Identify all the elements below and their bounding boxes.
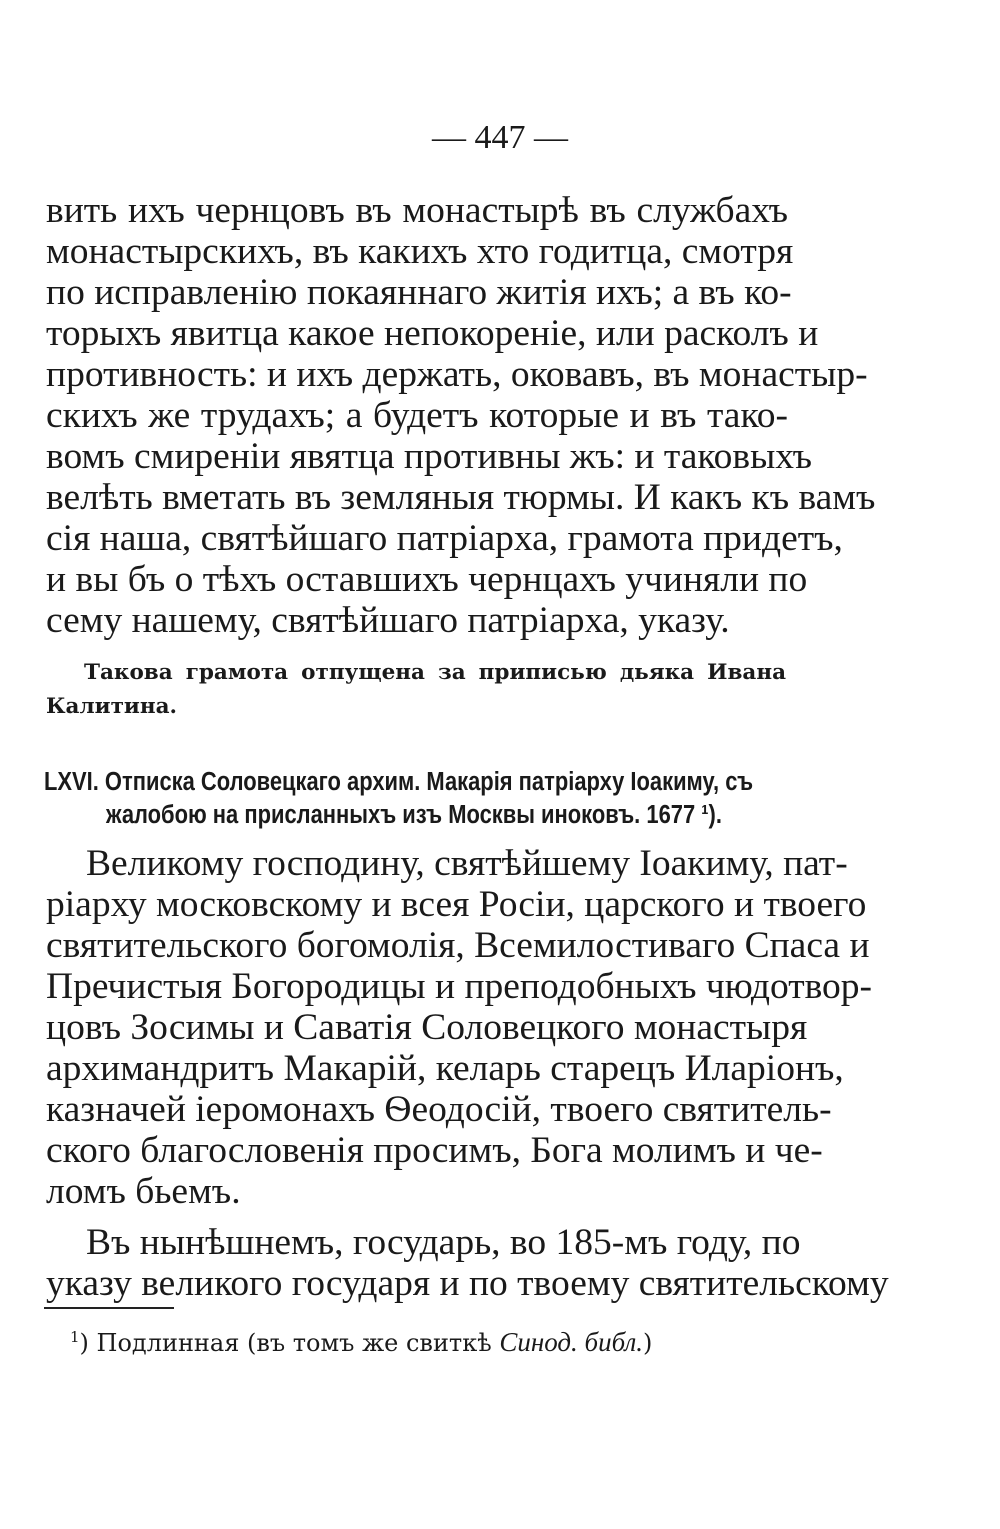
text-line: скихъ же трудахъ; а будетъ которые и въ тако-	[46, 395, 788, 436]
text-line: Въ нынѣшнемъ, государь, во 185-мъ году, по	[86, 1222, 801, 1263]
text-line: святительского богомолiя, Всемилостиваго Спаса и	[46, 925, 870, 966]
text-line: Пречистыя Богородицы и преподобныхъ чюдотвор-	[46, 966, 873, 1007]
text-line: противность: и ихъ держать, оковавъ, въ монастыр-	[46, 354, 868, 395]
text-line: вомъ смиренiи явятца противны жъ: и таковыхъ	[46, 436, 813, 477]
footnote-source: Синод. библ.	[499, 1327, 644, 1357]
footnote-separator	[44, 1307, 174, 1309]
text-line: указу великого государя и по твоему святительскому	[46, 1263, 889, 1304]
text-line: Великому господину, святѣйшему Iоакиму, пат-	[86, 843, 848, 884]
text-line: ломъ бьемъ.	[46, 1171, 241, 1212]
text-line: сiя наша, святѣйшаго патрiарха, грамота придетъ,	[46, 518, 843, 559]
text-line: цовъ Зосимы и Саватiя Соловецкого монастыря	[46, 1007, 808, 1048]
text-line: и вы бъ о тѣхъ оставшихъ чернцахъ учиняли по	[46, 559, 808, 600]
text-line: монастырскихъ, въ какихъ хто годитца, смотря	[46, 231, 794, 272]
section-heading-line: LXVI. Отписка Соловецкаго архим. Макарiя патрiарху Iоакиму, съ	[44, 768, 754, 796]
page-number: — 447 —	[432, 119, 568, 156]
text-line: по исправленiю покаяннаго житiя ихъ; а въ ко-	[46, 272, 792, 313]
text-line: казначей iеромонахъ Ѳеодосiй, твоего святитель-	[46, 1089, 832, 1130]
section-heading-line: жалобою на присланныхъ изъ Москвы иноковъ. 1677 ¹).	[106, 801, 722, 829]
footnote-close: )	[643, 1329, 653, 1357]
text-line: торыхъ явитца какое непокоренiе, или расколъ и	[46, 313, 819, 354]
text-line: ского благословенiя просимъ, Бога молимъ и че-	[46, 1130, 823, 1171]
footnote-text: ) Подлинная (въ томъ же свиткѣ	[79, 1329, 500, 1357]
footnote-marker: 1	[70, 1328, 80, 1346]
text-line: велѣть вметать въ земляныя тюрмы. И какъ къ вамъ	[46, 477, 876, 518]
footnote	[70, 1321, 652, 1359]
text-line: вить ихъ чернцовъ въ монастырѣ въ службахъ	[46, 190, 788, 231]
text-line: рiарху московскому и всея Росiи, царского и твоего	[46, 884, 867, 925]
text-line: сему нашему, святѣйшаго патрiарха, указу.	[46, 600, 730, 641]
closing-note-line: Такова грамота отпущена за приписью дьяка Ивана	[84, 660, 786, 685]
closing-note-line: Калитина.	[46, 694, 178, 719]
text-line: архимандритъ Макарiй, келарь старецъ Иларiонъ,	[46, 1048, 844, 1089]
